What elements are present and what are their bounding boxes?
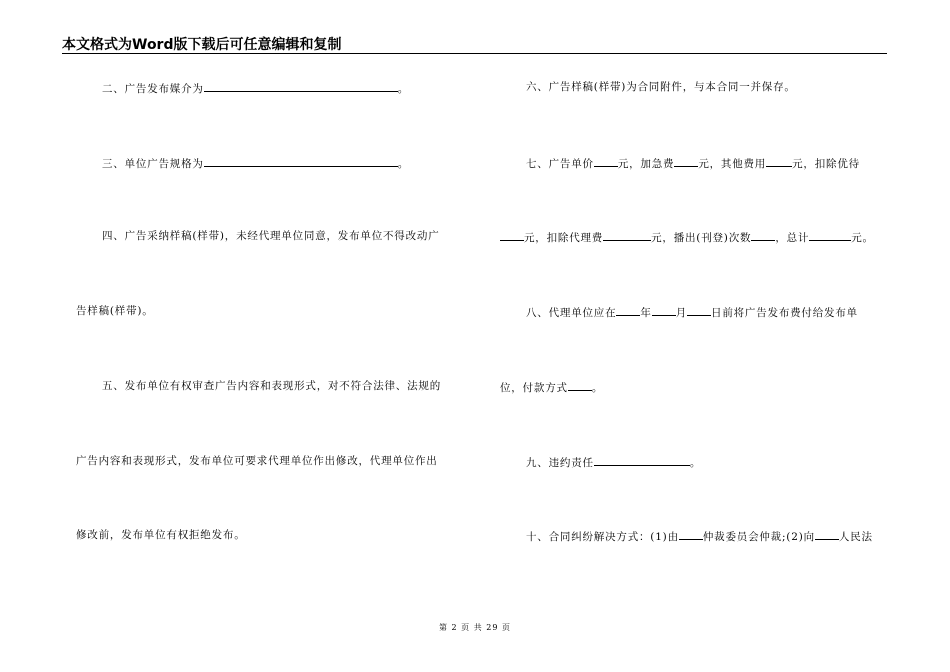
clause-7-e: 元，扣除代理费 xyxy=(524,232,604,244)
clause-8-e: 位，付款方式 xyxy=(500,382,568,394)
document-header-title: 本文格式为Word版下载后可任意编辑和复制 xyxy=(62,37,342,53)
payment-method-blank xyxy=(568,379,592,391)
other-fee-blank xyxy=(766,155,792,167)
clause-7-c: 元，其他费用 xyxy=(698,158,767,170)
spec-blank xyxy=(204,155,398,167)
clause-8-b: 年 xyxy=(640,307,652,319)
clause-7-line-1 xyxy=(526,155,860,171)
clause-4-line-2: 告样稿(样带)。 xyxy=(76,305,154,317)
clause-6: 六、广告样稿(样带)为合同附件，与本合同一并保存。 xyxy=(526,81,796,93)
clause-3-text: 三、单位广告规格为 xyxy=(102,158,204,170)
clause-5-line-1: 五、发布单位有权审查广告内容和表现形式，对不符合法律、法规的 xyxy=(102,380,441,392)
agency-fee-blank xyxy=(603,229,651,241)
header-divider xyxy=(62,53,887,54)
discount-blank xyxy=(500,229,524,241)
clause-7-d: 元，扣除优待 xyxy=(792,158,860,170)
clause-8-d: 日前将广告发布费付给发布单 xyxy=(711,307,858,319)
clause-4-line-1: 四、广告采纳样稿(样带)，未经代理单位同意，发布单位不得改动广 xyxy=(102,230,440,242)
clause-7-g: ，总计 xyxy=(775,232,810,244)
liability-blank xyxy=(594,454,690,466)
clause-7-f: 元，播出(刊登)次数 xyxy=(651,232,752,244)
page-number: 第 2 页 共 29 页 xyxy=(439,623,511,632)
clause-10-a: 十、合同纠纷解决方式：(1)由 xyxy=(526,531,679,543)
clause-8-a: 八、代理单位应在 xyxy=(526,307,617,319)
clause-10-c: 人民法 xyxy=(838,531,873,543)
court-blank xyxy=(815,528,839,540)
clause-2 xyxy=(102,80,409,96)
clause-7-h: 元。 xyxy=(851,232,874,244)
broadcast-count-blank xyxy=(751,229,775,241)
clause-10-b: 仲裁委员会仲裁;(2)向 xyxy=(702,531,815,543)
clause-2-end: 。 xyxy=(397,83,410,95)
rush-fee-blank xyxy=(674,155,698,167)
clause-8-line-1 xyxy=(526,304,858,320)
clause-8-line-2 xyxy=(500,379,603,395)
month-blank xyxy=(652,304,676,316)
clause-3 xyxy=(102,155,409,171)
clause-9 xyxy=(526,454,701,470)
total-blank xyxy=(809,229,851,241)
clause-9-a: 九、违约责任 xyxy=(526,457,594,469)
unit-price-blank xyxy=(594,155,618,167)
clause-2-text: 二、广告发布媒介为 xyxy=(102,83,204,95)
clause-7-b: 元，加急费 xyxy=(617,158,675,170)
clause-5-line-2: 广告内容和表现形式，发布单位可要求代理单位作出修改，代理单位作出 xyxy=(76,455,438,467)
clause-3-end: 。 xyxy=(397,158,410,170)
clause-7-a: 七、广告单价 xyxy=(526,158,594,170)
clause-7-line-2 xyxy=(500,229,874,245)
day-blank xyxy=(687,304,711,316)
year-blank xyxy=(616,304,640,316)
clause-8-f: 。 xyxy=(591,382,604,394)
clause-10 xyxy=(526,528,873,544)
clause-8-c: 月 xyxy=(675,307,688,319)
clause-9-b: 。 xyxy=(689,457,702,469)
arbitration-blank xyxy=(679,528,703,540)
clause-5-line-3: 修改前，发布单位有权拒绝发布。 xyxy=(76,529,246,541)
media-blank xyxy=(204,80,398,92)
